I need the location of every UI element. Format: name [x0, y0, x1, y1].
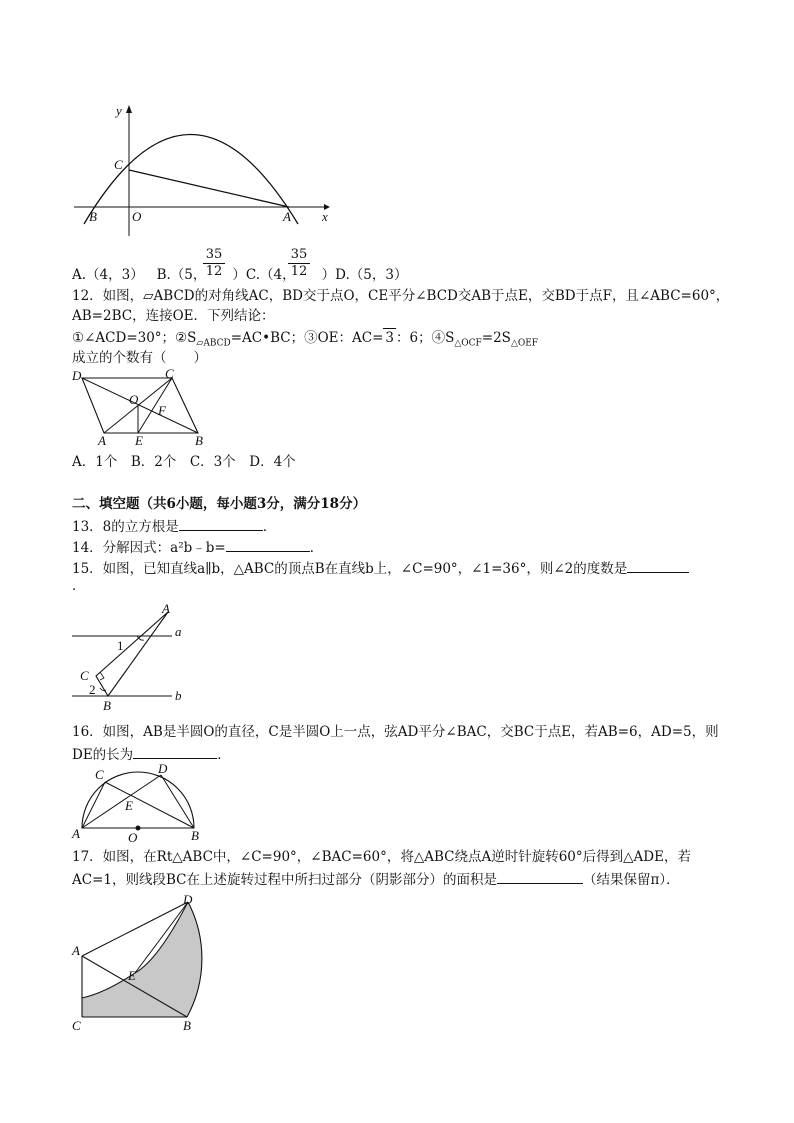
- q17-text2: AC=1，则线段BC在上述旋转过程中所扫过部分（阴影部分）的面积是: [72, 872, 497, 888]
- label-o: O: [132, 209, 142, 224]
- option-b-close: ）: [232, 267, 246, 283]
- label-d: D: [72, 368, 82, 383]
- answer-blank[interactable]: [133, 744, 217, 759]
- label-b: B: [195, 433, 203, 447]
- conclusion-1: ①∠ACD=30°；②S: [72, 330, 197, 346]
- q13-end: ．: [262, 519, 277, 535]
- answer-blank[interactable]: [627, 558, 689, 573]
- conclusion-3: ：6；④S: [396, 330, 455, 346]
- q12-line1: 12．如图，▱ABCD的对角线AC，BD交于点O，CE平分∠BCD交AB于点E，交BD于点F，且∠ABC=60°，: [72, 288, 730, 304]
- frac-num: 35: [290, 247, 308, 262]
- section-heading: 二、填空题（共6小题，每小题3分，满分18分）: [72, 496, 367, 512]
- q12-line4: 成立的个数有（ ）: [72, 350, 207, 366]
- sub-abcd: ▱ABCD: [196, 338, 231, 349]
- answer-blank[interactable]: [226, 537, 310, 552]
- option-c-close: ）: [321, 267, 336, 283]
- sqrt-3: 3: [385, 330, 394, 346]
- sub-ocf: △OCF: [454, 338, 482, 349]
- option-d: D.（5，3）: [335, 267, 408, 283]
- frac-den: 12: [290, 264, 308, 279]
- q14-end: ．: [309, 540, 324, 556]
- label-d: D: [183, 892, 193, 907]
- label-2: 2: [89, 682, 96, 697]
- frac-den: 12: [205, 264, 223, 279]
- option-c: C.（4，: [245, 267, 296, 283]
- label-a: A: [283, 209, 291, 224]
- segment-ce: [138, 378, 172, 433]
- q16-end: ．: [217, 747, 231, 763]
- label-e: E: [125, 798, 133, 813]
- chord-bd: [161, 775, 194, 828]
- q14: [72, 537, 323, 557]
- q17-line2: [72, 869, 680, 889]
- q17-text2-end: （结果保留π）．: [582, 872, 680, 888]
- label-b: B: [89, 209, 97, 224]
- frac-num: 35: [205, 247, 223, 262]
- q17-rotation-figure: [70, 890, 220, 1032]
- label-o: O: [129, 392, 139, 407]
- q16-text2: DE的长为: [72, 747, 134, 763]
- q13: [72, 516, 276, 536]
- q16-line1: 16．如图，AB是半圆O的直径，C是半圆O上一点，弦AD平分∠BAC，交BC于点E，若AB=6，AD=5，则: [72, 724, 719, 740]
- triangle-abc: [96, 612, 168, 696]
- q12-options: A．1个 B．2个 C．3个 D．4个: [72, 454, 296, 470]
- chord-ad: [82, 775, 161, 828]
- label-e: E: [135, 433, 143, 447]
- label-a: A: [72, 826, 80, 841]
- option-a: A.（4，3）: [72, 267, 144, 283]
- conclusion-2: =AC•BC；③OE：AC=: [230, 330, 384, 346]
- label-a: A: [72, 943, 80, 958]
- right-angle-mark: [100, 672, 104, 680]
- y-axis-arrow: [126, 105, 132, 113]
- answer-blank[interactable]: [497, 869, 583, 884]
- q13-text: 13．8的立方根是: [72, 519, 179, 535]
- q11-options: [72, 266, 407, 284]
- label-c: C: [80, 668, 89, 683]
- label-d: D: [158, 762, 168, 776]
- q14-text: 14．分解因式：a²b﹣b=: [72, 540, 226, 556]
- label-c: C: [95, 767, 104, 782]
- q15-text: 15．如图，已知直线a∥b，△ABC的顶点B在直线b上，∠C=90°，∠1=36°，则∠2的度数是: [72, 561, 628, 577]
- label-line-b: b: [175, 688, 182, 703]
- parabola: [84, 135, 298, 225]
- label-c: C: [114, 157, 123, 172]
- q15: [72, 558, 689, 578]
- label-y: y: [116, 103, 122, 118]
- segment-ca: [129, 170, 289, 207]
- label-a: A: [98, 433, 106, 447]
- label-b: B: [103, 698, 111, 712]
- label-x: x: [322, 209, 328, 224]
- diagonal-bd: [82, 378, 198, 433]
- q15-end: ．: [72, 578, 86, 594]
- option-b: B.（5，: [156, 267, 207, 283]
- conclusion-4: =2S: [481, 330, 511, 346]
- label-o: O: [128, 830, 138, 844]
- answer-blank[interactable]: [179, 516, 263, 531]
- q12-line2: AB=2BC，连接OE．下列结论：: [72, 308, 275, 324]
- shaded-region: [82, 902, 202, 1017]
- q12-parallelogram-figure: [70, 367, 210, 447]
- label-e: E: [128, 968, 136, 983]
- q16-line2: [72, 744, 231, 764]
- chord-bc: [105, 782, 194, 828]
- label-c: C: [72, 1018, 81, 1032]
- label-f: F: [158, 403, 166, 418]
- chord-ac: [82, 782, 105, 828]
- label-a: A: [162, 601, 170, 616]
- label-b: B: [191, 828, 199, 843]
- label-line-a: a: [175, 624, 182, 639]
- q15-triangle-figure: [70, 600, 190, 712]
- label-c: C: [165, 367, 174, 381]
- q16-semicircle-figure: [70, 762, 210, 844]
- label-1: 1: [117, 638, 124, 653]
- q17-line1: 17．如图，在Rt△ABC中，∠C=90°，∠BAC=60°，将△ABC绕点A逆时针旋转60°后得到△ADE，若: [72, 849, 691, 865]
- q11-parabola-graph: [70, 100, 332, 238]
- label-b: B: [183, 1018, 191, 1032]
- sub-oef: △OEF: [510, 338, 539, 349]
